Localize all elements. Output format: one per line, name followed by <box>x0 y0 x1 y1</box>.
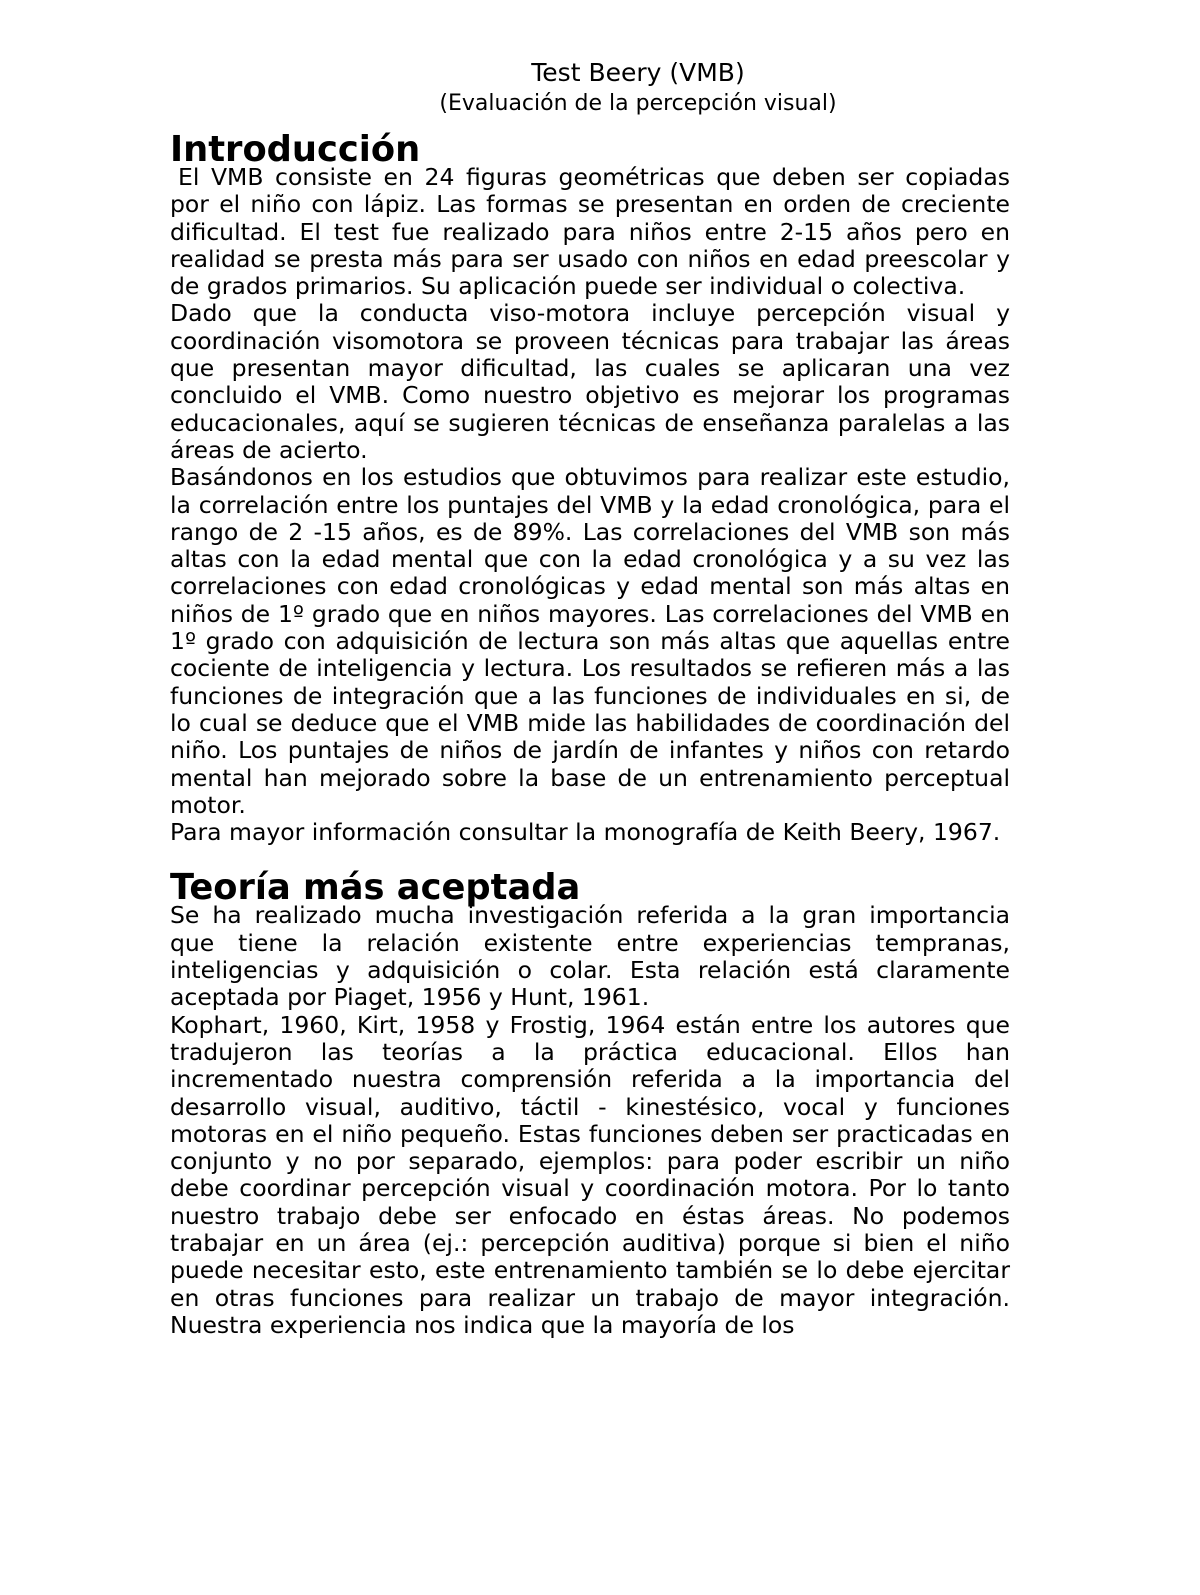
section-teoria <box>170 867 1010 1339</box>
document-title: Test Beery (VMB) <box>531 58 745 87</box>
section-heading: Teoría más aceptada <box>170 867 581 909</box>
paragraph: Para mayor información consultar la monografía de Keith Beery, 1967. <box>170 818 1001 847</box>
paragraph: Dado que la conducta viso-motora incluye percepción visual y coordinación visomotora se proveen técnicas para trabajar las áreas que presentan mayor dificultad, las cuales se aplicaran una vez concluido el VMB. Como nuestro objetivo es mejorar los programas educacionales, aquí se sugieren técnicas de enseñanza paralelas a las áreas de acierto. <box>170 299 1010 464</box>
document-page <box>170 56 1010 1339</box>
paragraph: Se ha realizado mucha investigación referida a la gran importancia que tiene la relación existente entre experiencias tempranas, inteligencias y adquisición o colar. Esta relación está claramente aceptada por Piaget, 1956 y Hunt, 1961. <box>170 901 1010 1012</box>
document-subtitle: (Evaluación de la percepción visual) <box>439 91 837 116</box>
paragraph: Basándonos en los estudios que obtuvimos para realizar este estudio, la correlación entre los puntajes del VMB y la edad cronológica, para el rango de 2 -15 años, es de 89%. Las correlaciones del VMB son más altas con la edad mental que con la edad cronológica y a su vez las correlaciones con edad cronológicas y edad mental son más altas en niños de 1º grado que en niños mayores. Las correlaciones del VMB en 1º grado con adquisición de lectura son más altas que aquellas entre cociente de inteligencia y lectura. Los resultados se refieren más a las funciones de integración que a las funciones de individuales en si, de lo cual se deduce que el VMB mide las habilidades de coordinación del niño. Los puntajes de niños de jardín de infantes y niños con retardo mental han mejorado sobre la base de un entrenamiento perceptual motor. <box>170 463 1010 819</box>
paragraph: Kophart, 1960, Kirt, 1958 y Frostig, 1964 están entre los autores que tradujeron las teorías a la práctica educacional. Ellos han incrementado nuestra comprensión referida a la importancia del desarrollo visual, auditivo, táctil - kinestésico, vocal y funciones motoras en el niño pequeño. Estas funciones deben ser practicadas en conjunto y no por separado, ejemplos: para poder escribir un niño debe coordinar percepción visual y coordinación motora. Por lo tanto nuestro trabajo debe ser enfocado en éstas áreas. No podemos trabajar en un área (ej.: percepción auditiva) porque si bien el niño puede necesitar esto, este entrenamiento también se lo debe ejercitar en otras funciones para realizar un trabajo de mayor integración. Nuestra experiencia nos indica que la mayoría de los <box>170 1010 1010 1339</box>
paragraph: El VMB consiste en 24 figuras geométricas que deben ser copiadas por el niño con lápiz. Las formas se presentan en orden de creciente dificultad. El test fue realizado para niños entre 2-15 años pero en realidad se presta más para ser usado con niños en edad preescolar y de grados primarios. Su aplicación puede ser individual o colectiva. <box>170 163 1010 301</box>
section-heading: Introducción <box>170 129 421 170</box>
section-introduccion <box>170 129 1010 847</box>
